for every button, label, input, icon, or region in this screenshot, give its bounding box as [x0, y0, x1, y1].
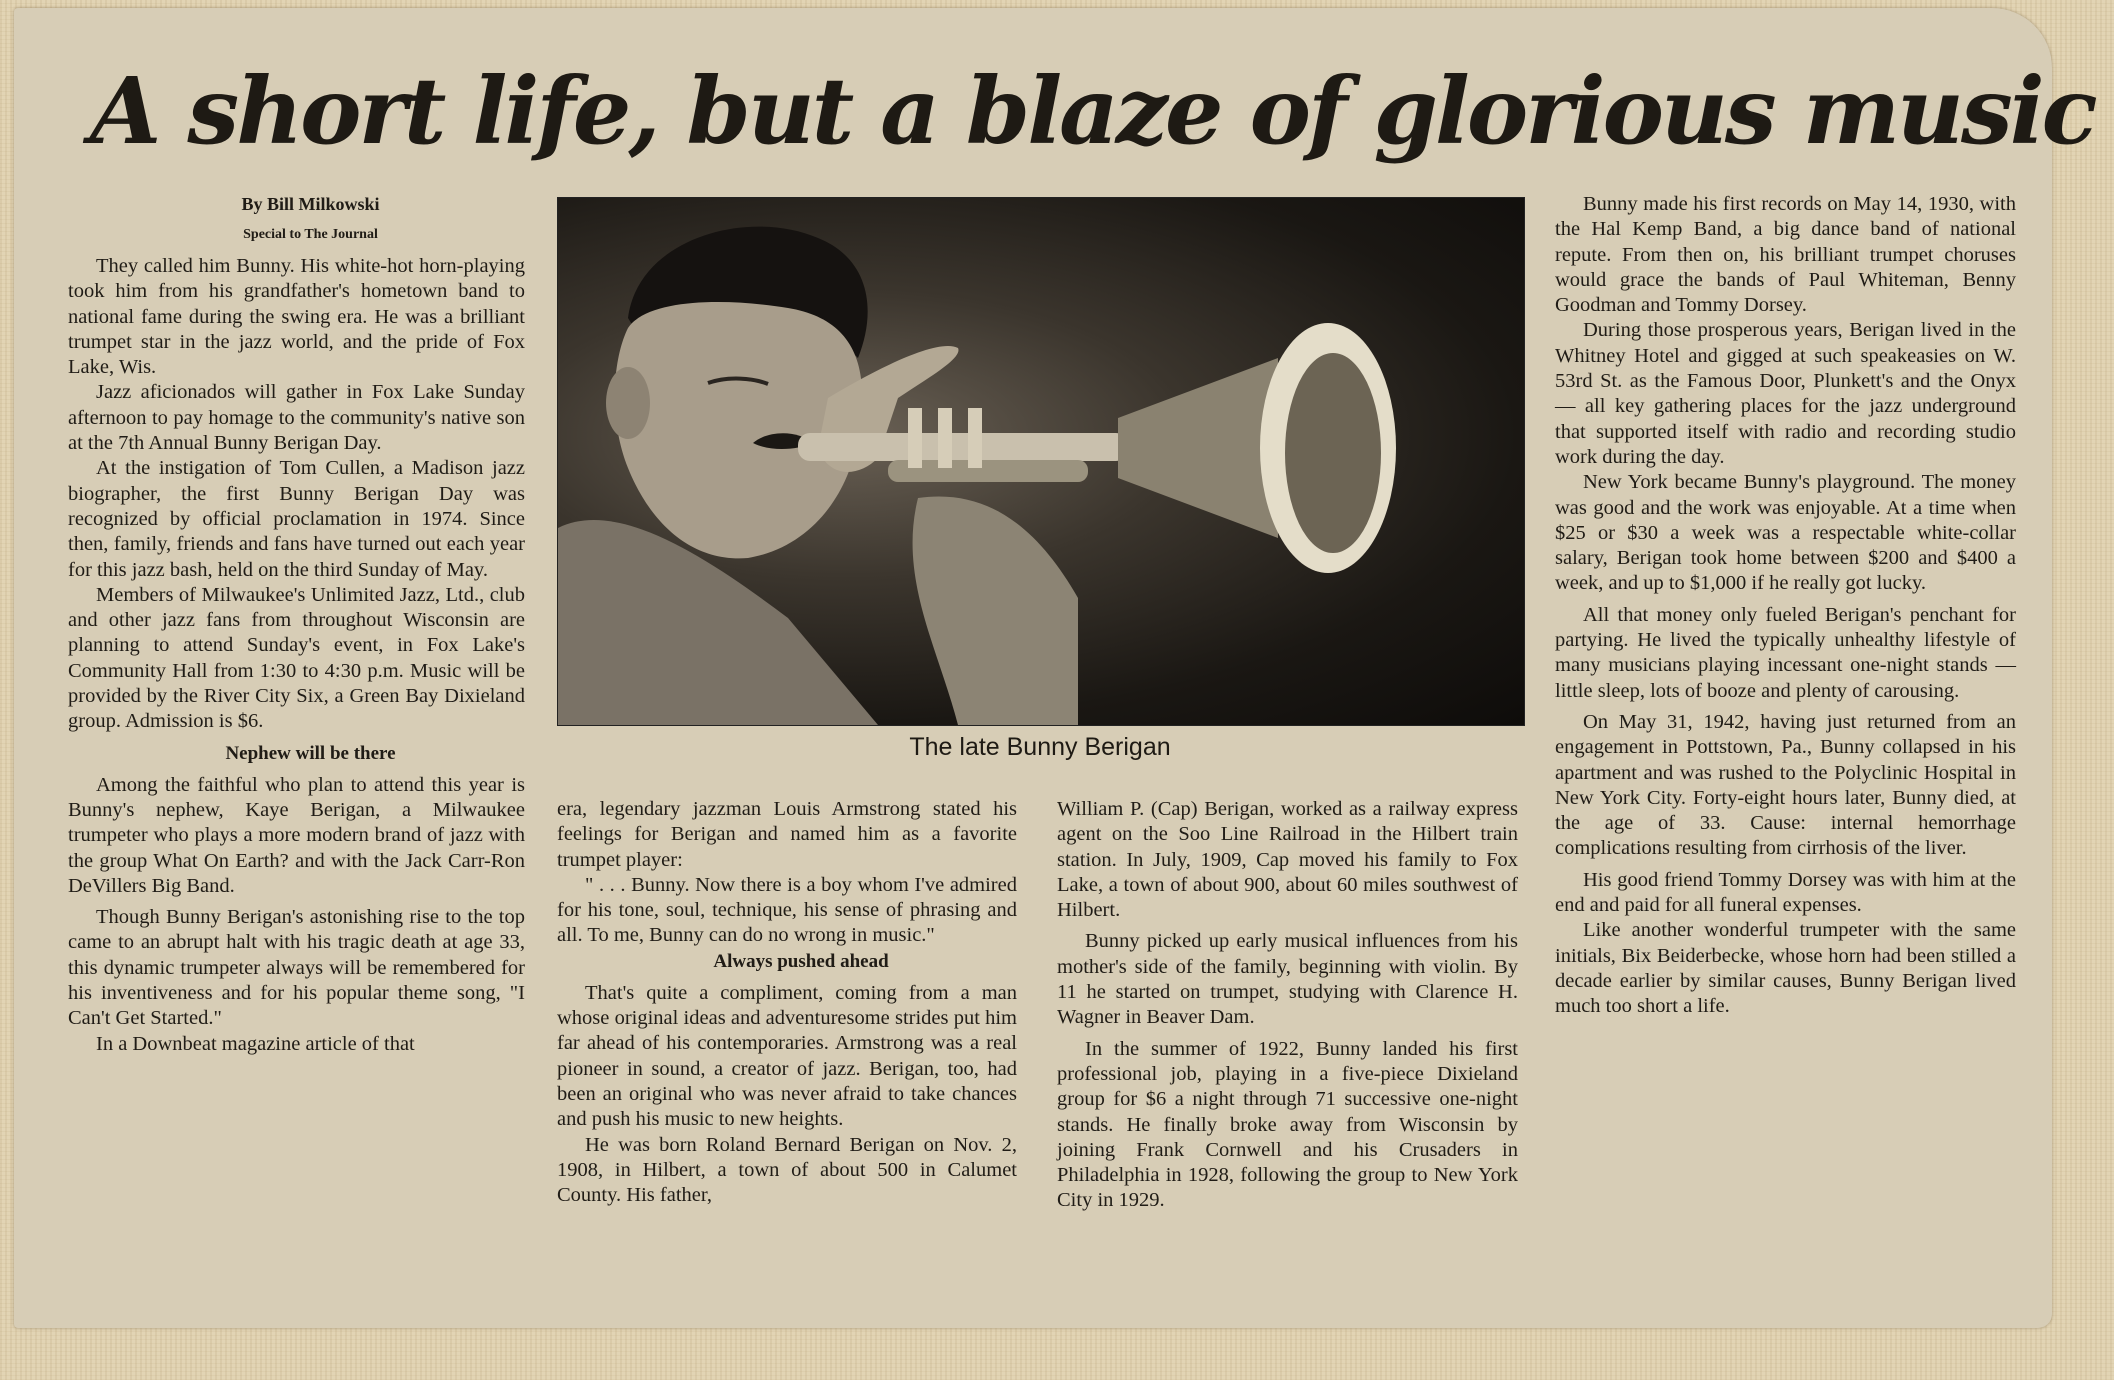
- ear-shape: [606, 367, 650, 439]
- trumpet-bell-inner: [1285, 353, 1381, 553]
- quote-paragraph: " . . . Bunny. Now there is a boy whom I've admired for his tone, soul, technique, his sense of phrasing and all. To me, Bunny can do no wrong in music.": [557, 873, 1017, 947]
- photo-caption: The late Bunny Berigan: [909, 733, 1171, 761]
- photo-illustration: [558, 198, 1524, 725]
- paragraph: Among the faithful who plan to attend this year is Bunny's nephew, Kaye Berigan, a Milwaukee trumpeter who plays a more modern brand of jazz with the group What On Earth? and with the Jack Carr-Ron DeVillers Big Band.: [68, 773, 525, 897]
- paragraph: William P. (Cap) Berigan, worked as a railway express agent on the Soo Line Railroad in the Hilbert train station. In July, 1909, Cap moved his family to Fox Lake, a town of about 900, about 60 miles southwest of Hilbert.: [1057, 798, 1518, 922]
- paragraph: Jazz aficionados will gather in Fox Lake Sunday afternoon to pay homage to the community's native son at the 7th Annual Bunny Berigan Day.: [68, 381, 525, 455]
- paragraph: Though Bunny Berigan's astonishing rise to the top came to an abrupt halt with his tragic death at age 33, this dynamic trumpeter always will be remembered for his inventiveness and for his popular theme song, "I Can't Get Started.": [68, 906, 525, 1030]
- paragraph: In a Downbeat magazine article of that: [96, 1032, 415, 1055]
- paragraph: Like another wonderful trumpeter with the same initials, Bix Beiderbecke, whose horn had been stilled a decade earlier by similar causes, Bunny Berigan lived much too short a life.: [1555, 919, 2016, 1018]
- credit-line: Special to The Journal: [243, 227, 378, 242]
- arm-shape: [913, 496, 1078, 725]
- paragraph: During those prosperous years, Berigan lived in the Whitney Hotel and gigged at such speakeasies on W. 53rd St. as the Famous Door, Plunkett's and the Onyx — all key gathering places for the jazz underground that supported itself with radio and recording studio work during the day.: [1555, 319, 2016, 468]
- headline: A short life, but a blaze of glorious music: [90, 57, 2095, 165]
- trumpet-valve: [968, 408, 982, 468]
- paragraph: They called him Bunny. His white-hot horn-playing took him from his grandfather's hometown band to national fame during the swing era. He was a brilliant trumpet star in the jazz world, and the pride of Fox Lake, Wis.: [68, 255, 525, 379]
- article-column-3: [1057, 797, 1518, 1214]
- paragraph: On May 31, 1942, having just returned from an engagement in Pottstown, Pa., Bunny collapsed in his apartment and was rushed to the Polyclinic Hospital in New York City. Forty-eight hours later, Bunny died, at the age of 33. Cause: internal hemorrhage complications resulting from cirrhosis of the liver.: [1555, 710, 2016, 860]
- article-column-4: [1555, 192, 2016, 1020]
- byline: By Bill Milkowski: [241, 194, 380, 214]
- paragraph: Members of Milwaukee's Unlimited Jazz, Ltd., club and other jazz fans from throughout Wisconsin are planning to attend Sunday's event, in Fox Lake's Community Hall from 1:30 to 4:30 p.m. Music will be provided by the River City Six, a Green Bay Dixieland group. Admission is $6.: [68, 583, 525, 733]
- paragraph: New York became Bunny's playground. The money was good and the work was enjoyable. At a time when $25 or $30 a week was a respectable white-collar salary, Berigan took home between $200 and $400 a week, and up to $1,000 if he really got lucky.: [1555, 471, 2016, 595]
- trumpet-valve: [908, 408, 922, 468]
- trumpet-flare: [1118, 358, 1278, 538]
- subhead: Nephew will be there: [225, 742, 396, 764]
- trumpet-valve: [938, 408, 952, 468]
- paragraph: Bunny picked up early musical influences from his mother's side of the family, beginning with violin. By 11 he started on trumpet, studying with Clarence H. Wagner in Beaver Dam.: [1057, 930, 1518, 1029]
- paragraph: In the summer of 1922, Bunny landed his first professional job, playing in a five-piece Dixieland group for $6 a night through 71 successive one-night stands. He finally broke away from Wisconsin by joining Frank Cornwell and his Crusaders in Philadelphia in 1928, following the group to New York City in 1929.: [1057, 1037, 1518, 1212]
- paragraph: At the instigation of Tom Cullen, a Madison jazz biographer, the first Bunny Berigan Day was recognized by official proclamation in 1974. Since then, family, friends and fans have turned out each year for this jazz bash, held on the third Sunday of May.: [68, 457, 525, 581]
- trumpet-tube: [798, 433, 1128, 461]
- paragraph: Bunny made his first records on May 14, 1930, with the Hal Kemp Band, a big dance band of national repute. From then on, his brilliant trumpet choruses would grace the bands of Paul Whiteman, Benny Goodman and Tommy Dorsey.: [1555, 193, 2016, 317]
- paragraph: He was born Roland Bernard Berigan on Nov. 2, 1908, in Hilbert, a town of about 500 in Calumet County. His father,: [557, 1133, 1017, 1207]
- article-column-1: [68, 192, 525, 1057]
- paragraph: All that money only fueled Berigan's penchant for partying. He lived the typically unhealthy lifestyle of many musicians playing incessant one-night stands — little sleep, lots of booze and plenty of carousing.: [1555, 603, 2016, 702]
- paragraph: His good friend Tommy Dorsey was with him at the end and paid for all funeral expenses.: [1555, 868, 2016, 917]
- article-column-2: [557, 797, 1017, 1208]
- subhead: Always pushed ahead: [713, 950, 889, 972]
- paragraph: That's quite a compliment, coming from a man whose original ideas and adventuresome strides put him far ahead of his contemporaries. Armstrong was a real pioneer in sound, a creator of jazz. Berigan, too, had been an original who was never afraid to take chances and push his music to new heights.: [557, 981, 1017, 1131]
- paragraph: era, legendary jazzman Louis Armstrong stated his feelings for Berigan and named him as a favorite trumpet player:: [557, 798, 1017, 871]
- photo-bunny-berigan: [557, 197, 1525, 726]
